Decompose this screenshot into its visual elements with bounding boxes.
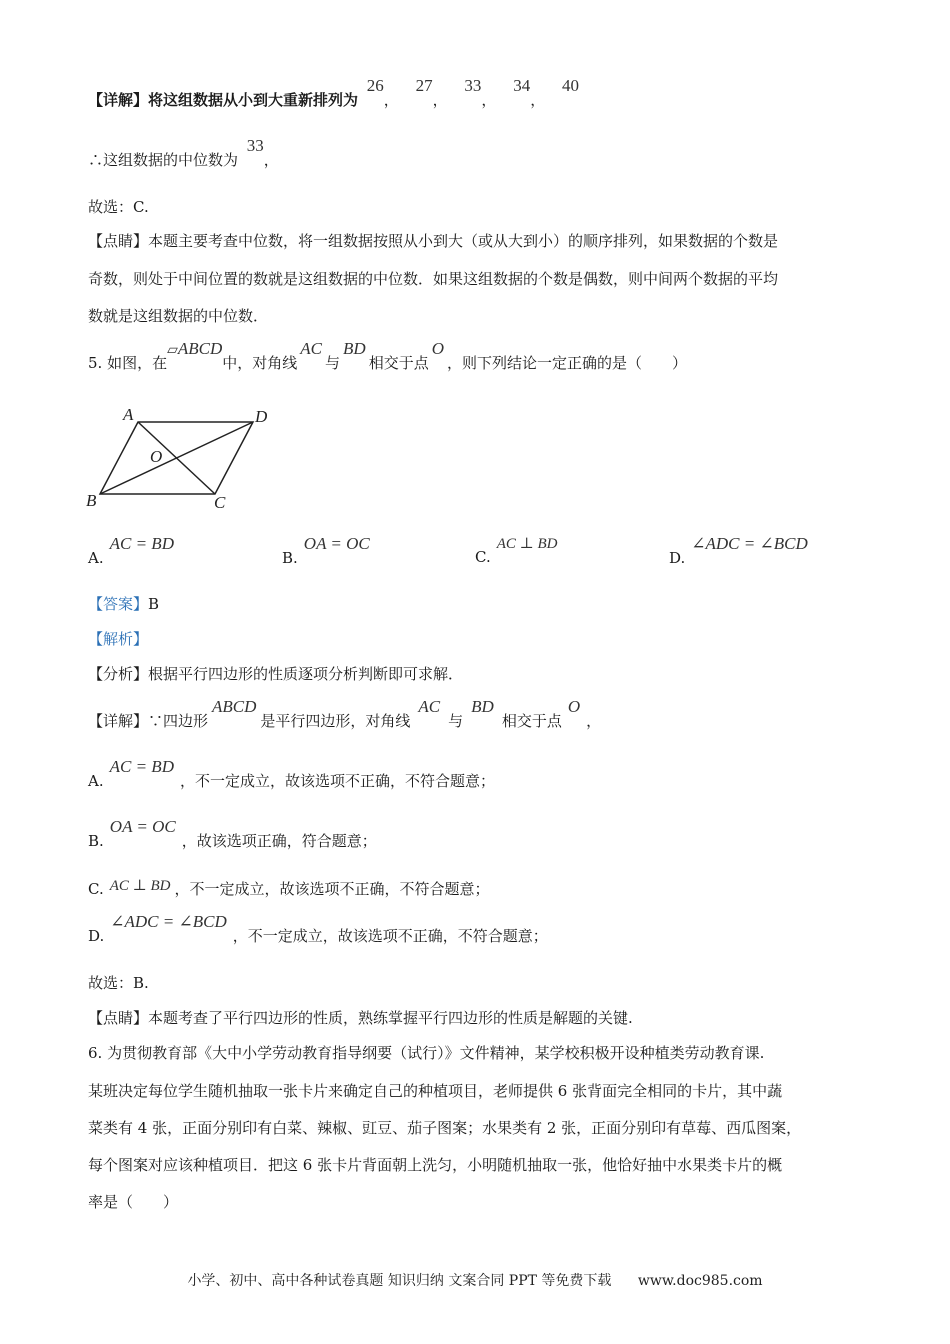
explain-text: ，不一定成立，故该选项不正确，不符合题意； bbox=[174, 880, 490, 898]
label-d: D bbox=[255, 407, 268, 426]
q4-value: 40 bbox=[561, 76, 579, 95]
explain-letter: D. bbox=[88, 927, 105, 945]
q6-line: 每个图案对应该种植项目．把这 6 张卡片背面朝上洗匀，小明随机抽取一张，他恰好抽中水果类卡片的概 bbox=[88, 1156, 783, 1174]
q5-option-a bbox=[88, 534, 174, 568]
detail-math: ABCD bbox=[212, 697, 257, 716]
footer-link[interactable]: www.doc985.com bbox=[637, 1273, 763, 1289]
explain-expr: AC ⊥ BD bbox=[109, 878, 171, 894]
q5-stem-text: 与 bbox=[325, 354, 341, 372]
q6-line: 菜类有 4 张，正面分别印有白菜、辣椒、豇豆、茄子图案；水果类有 2 张，正面分别印有草莓、西瓜图案， bbox=[88, 1119, 802, 1137]
option-letter: B. bbox=[282, 549, 298, 567]
q5-stem-text: ，则下列结论一定正确的是（ ） bbox=[447, 354, 688, 372]
detail-math: BD bbox=[471, 697, 494, 716]
detail-math: AC bbox=[418, 697, 441, 716]
q5-stem-text: 中，对角线 bbox=[222, 354, 298, 372]
explain-letter: C. bbox=[88, 880, 104, 898]
q4-detail-line bbox=[88, 76, 579, 110]
q5-math: BD bbox=[343, 339, 366, 358]
q4-value: 34 bbox=[513, 76, 531, 95]
explain-expr: OA = OC bbox=[109, 817, 176, 836]
explain-text: ，不一定成立，故该选项不正确，不符合题意； bbox=[232, 927, 548, 945]
q5-analysis-tag: 【解析】 bbox=[88, 630, 149, 648]
q5-stem-text: 5. 如图，在 bbox=[88, 354, 168, 372]
label-c: C bbox=[214, 493, 226, 512]
page-footer bbox=[0, 1270, 950, 1290]
q4-value: 27 bbox=[415, 76, 433, 95]
explain-text: ，故该选项正确，符合题意； bbox=[181, 832, 377, 850]
diagonal-bd bbox=[100, 422, 253, 494]
q5-explain-b bbox=[88, 817, 377, 851]
q4-median-line bbox=[88, 136, 279, 170]
q5-option-c bbox=[475, 536, 558, 567]
q5-analysis: 【分析】根据平行四边形的性质逐项分析判断即可求解． bbox=[88, 665, 464, 683]
q5-explain-c bbox=[88, 879, 490, 900]
detail-text: ， bbox=[586, 712, 602, 730]
q4-sep: ， bbox=[530, 91, 546, 109]
parallelogram-icon: ▱ bbox=[167, 343, 178, 358]
q5-option-b bbox=[282, 534, 370, 568]
parallelogram-figure bbox=[80, 400, 280, 515]
q5-choice: 故选：B. bbox=[88, 974, 149, 992]
option-expr: AC ⊥ BD bbox=[496, 536, 558, 552]
q6-line: 某班决定每位学生随机抽取一张卡片来确定自己的种植项目，老师提供 6 张背面完全相同的卡片，其中蔬 bbox=[88, 1082, 783, 1100]
explain-text: ，不一定成立，故该选项不正确，不符合题意； bbox=[179, 772, 495, 790]
explain-expr: ∠ADC = ∠BCD bbox=[110, 912, 227, 931]
detail-math: O bbox=[567, 697, 581, 716]
q5-math: AC bbox=[300, 339, 323, 358]
detail-text: 【详解】∵四边形 bbox=[88, 712, 209, 730]
q4-comment-line: 数就是这组数据的中位数． bbox=[88, 307, 269, 325]
q6-line: 率是（ ） bbox=[88, 1193, 179, 1211]
q4-median-value: 33 bbox=[246, 136, 264, 155]
option-expr: AC = BD bbox=[109, 534, 174, 553]
footer-text: 小学、初中、高中各种试卷真题 知识归纳 文案合同 PPT 等免费下载 bbox=[187, 1273, 612, 1289]
option-expr: ∠ADC = ∠BCD bbox=[691, 534, 808, 553]
q5-math: ABCD bbox=[177, 339, 223, 358]
answer-value: B bbox=[148, 595, 160, 613]
option-letter: A. bbox=[88, 549, 104, 567]
label-a: A bbox=[123, 405, 134, 424]
option-expr: OA = OC bbox=[303, 534, 370, 553]
q4-median-prefix: ∴这组数据的中位数为 bbox=[88, 151, 239, 169]
detail-text: 与 bbox=[448, 712, 464, 730]
q4-sep: ， bbox=[432, 91, 448, 109]
q5-explain-a bbox=[88, 757, 495, 791]
q4-choice: 故选：C. bbox=[88, 198, 149, 216]
explain-expr: AC = BD bbox=[109, 757, 174, 776]
q4-median-suffix: ， bbox=[263, 151, 279, 169]
q5-stem-text: 相交于点 bbox=[368, 354, 429, 372]
answer-tag: 【答案】 bbox=[88, 595, 149, 613]
detail-text: 是平行四边形，对角线 bbox=[260, 712, 411, 730]
option-letter: D. bbox=[669, 549, 686, 567]
q5-explain-d bbox=[88, 912, 548, 946]
q4-detail-prefix: 【详解】将这组数据从小到大重新排列为 bbox=[88, 91, 359, 109]
q5-option-d bbox=[669, 534, 808, 568]
q4-sep: ， bbox=[481, 91, 497, 109]
q5-stem bbox=[88, 339, 688, 375]
q4-comment-line: 【点睛】本题主要考查中位数，将一组数据按照从小到大（或从大到小）的顺序排列，如果数据的个数是 bbox=[88, 232, 779, 250]
q5-detail-line bbox=[88, 697, 602, 731]
q4-sep: ， bbox=[383, 91, 399, 109]
q4-value: 26 bbox=[366, 76, 384, 95]
label-o: O bbox=[150, 447, 163, 466]
q5-comment: 【点睛】本题考查了平行四边形的性质，熟练掌握平行四边形的性质是解题的关键. bbox=[88, 1009, 633, 1027]
explain-letter: B. bbox=[88, 832, 104, 850]
q4-value: 33 bbox=[464, 76, 482, 95]
q5-math: O bbox=[431, 339, 444, 358]
detail-text: 相交于点 bbox=[501, 712, 562, 730]
option-letter: C. bbox=[475, 548, 491, 566]
label-b: B bbox=[86, 491, 97, 510]
explain-letter: A. bbox=[88, 772, 104, 790]
q4-comment-line: 奇数，则处于中间位置的数就是这组数据的中位数．如果这组数据的个数是偶数，则中间两个数据的平均 bbox=[88, 270, 779, 288]
q5-answer bbox=[88, 594, 159, 614]
q6-line: 6. 为贯彻教育部《大中小学劳动教育指导纲要（试行）》文件精神，某学校积极开设种植类劳动教育课. bbox=[88, 1044, 765, 1062]
